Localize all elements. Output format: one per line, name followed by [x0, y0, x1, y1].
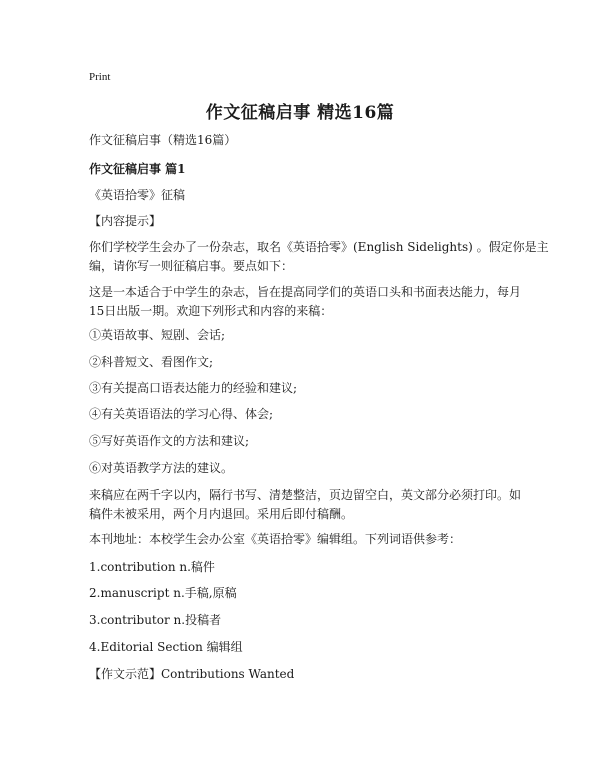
sample-label: 【作文示范】Contributions Wanted — [89, 667, 295, 681]
vocab-item: 2.manuscript n.手稿,原稿 — [89, 586, 237, 600]
purpose-line: 15日出版一期。欢迎下列形式和内容的来稿： — [89, 304, 333, 318]
list-item: ③有关提高口语表达能力的经验和建议; — [89, 381, 298, 395]
intro-paragraph — [89, 238, 549, 276]
requirements-line: 来稿应在两千字以内，隔行书写、清楚整洁，页边留空白，英文部分必须打印。如 — [89, 488, 522, 502]
vocab-item: 1.contribution n.稿件 — [89, 560, 215, 574]
list-item: ②科普短文、看图作文; — [89, 355, 214, 369]
list-item: ①英语故事、短剧、会话; — [89, 328, 226, 342]
document-subtitle: 作文征稿启事（精选16篇） — [89, 133, 237, 147]
intro-line: 你们学校学生会办了一份杂志，取名《英语拾零》(English Sidelights) 。假定你是主 — [89, 240, 549, 254]
list-item: ⑥对英语教学方法的建议。 — [89, 461, 234, 475]
requirements-line: 稿件未被采用，两个月内退回。采用后即付稿酬。 — [89, 507, 354, 521]
vocab-item: 4.Editorial Section 编辑组 — [89, 640, 243, 654]
page-title: 作文征稿启事 精选16篇 — [205, 103, 395, 123]
purpose-paragraph — [89, 283, 529, 321]
vocab-item: 3.contributor n.投稿者 — [89, 613, 222, 627]
notice-title: 《英语拾零》征稿 — [89, 188, 186, 202]
requirements-paragraph — [89, 486, 529, 524]
purpose-line: 这是一本适合于中学生的杂志，旨在提高同学们的英语口头和书面表达能力，每月 — [89, 285, 522, 299]
intro-line: 编，请你写一则征稿启事。要点如下： — [89, 259, 294, 273]
print-label[interactable]: Print — [89, 71, 111, 83]
content-hint-label: 【内容提示】 — [89, 214, 162, 228]
list-item: ⑤写好英语作文的方法和建议; — [89, 434, 250, 448]
address-line: 本刊地址：本校学生会办公室《英语拾零》编辑组。下列词语供参考： — [89, 532, 462, 546]
section-heading: 作文征稿启事 篇1 — [89, 162, 186, 176]
list-item: ④有关英语语法的学习心得、体会; — [89, 407, 274, 421]
